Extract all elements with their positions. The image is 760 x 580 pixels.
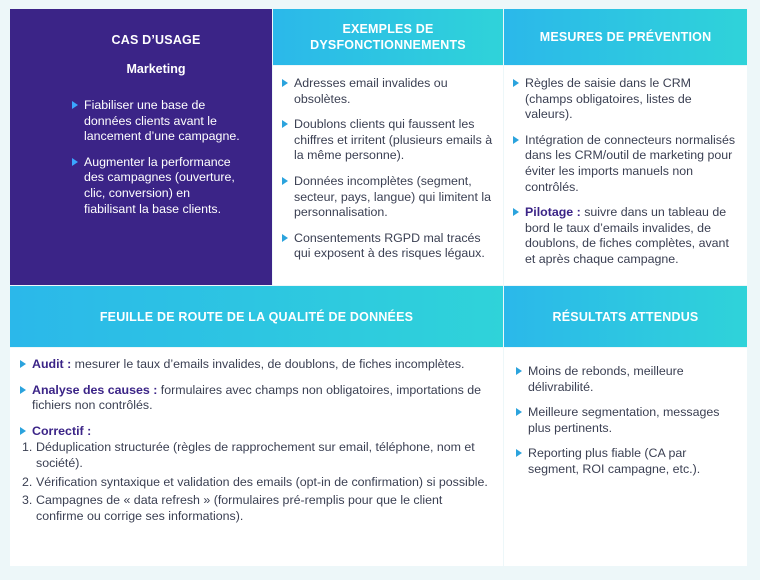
results-header <box>504 286 747 347</box>
examples-header-text: EXEMPLES DE DYSFONCTIONNEMENTS <box>310 22 466 52</box>
arrow-bullet-icon <box>282 120 288 128</box>
roadmap-body <box>10 348 503 566</box>
example-text: Doublons clients qui faussent les chiffres et irritent (plusieurs emails à la même personne). <box>294 117 493 163</box>
list-item <box>282 117 495 164</box>
arrow-bullet-icon <box>282 79 288 87</box>
arrow-bullet-icon <box>282 234 288 242</box>
list-item <box>282 231 495 262</box>
use-case-text: Fiabiliser une base de données clients avant le lancement d’une campagne. <box>84 98 240 144</box>
arrow-bullet-icon <box>282 177 288 185</box>
examples-body <box>273 66 503 285</box>
step-number: 2. <box>22 474 33 489</box>
pilotage-text: suivre dans un tableau de bord le taux d’emails invalides, de doublons, de fiches complètes, avant et après chaque campagne. <box>525 205 729 266</box>
data-quality-table <box>10 9 747 566</box>
use-case-subtitle: Marketing <box>126 62 186 76</box>
result-text: Reporting plus fiable (CA par segment, ROI campagne, etc.). <box>528 446 701 476</box>
examples-header <box>273 9 503 65</box>
list-item <box>20 424 493 525</box>
step-number: 1. <box>22 440 33 455</box>
list-item <box>282 76 495 107</box>
arrow-bullet-icon <box>20 360 26 368</box>
result-text: Moins de rebonds, meilleure délivrabilité. <box>528 364 684 394</box>
example-text: Données incomplètes (segment, secteur, pays, langue) qui limitent la personnalisation. <box>294 173 491 220</box>
results-list <box>516 364 735 478</box>
step-text: Vérification syntaxique et validation des emails (opt-in de confirmation) si possible. <box>36 474 488 489</box>
list-item <box>516 446 735 477</box>
prevention-header <box>504 9 747 65</box>
roadmap-header <box>10 286 503 347</box>
arrow-bullet-icon <box>516 408 522 416</box>
prevention-text: Règles de saisie dans le CRM (champs obligatoires, listes de valeurs). <box>525 76 692 122</box>
use-case-text: Augmenter la performance des campagnes (ouverture, clic, conversion) en fiabilisant la base clients. <box>84 154 235 216</box>
arrow-bullet-icon <box>72 101 78 109</box>
prevention-text: Intégration de connecteurs normalisés dans les CRM/outil de marketing pour éviter les imports manuels non contrôlés. <box>525 132 736 194</box>
result-text: Meilleure segmentation, messages plus pertinents. <box>528 405 720 435</box>
arrow-bullet-icon <box>516 449 522 457</box>
arrow-bullet-icon <box>20 427 26 435</box>
examples-list <box>282 76 495 262</box>
example-text: Adresses email invalides ou obsolètes. <box>294 76 448 106</box>
roadmap-header-text: FEUILLE DE ROUTE DE LA QUALITÉ DE DONNÉES <box>99 309 414 324</box>
list-item <box>282 174 495 221</box>
arrow-bullet-icon <box>513 136 519 144</box>
audit-label: Audit : <box>32 357 72 371</box>
arrow-bullet-icon <box>513 208 519 216</box>
prevention-body <box>504 66 747 285</box>
pilotage-label: Pilotage : <box>525 205 581 220</box>
use-case-list <box>72 98 242 217</box>
list-item <box>516 364 735 395</box>
prevention-list <box>513 76 739 268</box>
list-item <box>513 205 739 267</box>
use-case-panel <box>10 9 272 285</box>
analysis-text: formulaires avec champs non obligatoires, importations de fichiers non contrôlés. <box>32 382 482 413</box>
correctif-steps <box>22 440 493 524</box>
list-item <box>20 383 493 414</box>
prevention-header-text: MESURES DE PRÉVENTION <box>539 30 712 44</box>
results-header-text: RÉSULTATS ATTENDUS <box>552 309 699 324</box>
arrow-bullet-icon <box>72 158 78 166</box>
analysis-label: Analyse des causes : <box>32 382 158 397</box>
correctif-label: Correctif : <box>32 423 92 438</box>
list-item <box>20 357 493 373</box>
list-item <box>513 76 739 123</box>
arrow-bullet-icon <box>513 79 519 87</box>
results-body <box>504 348 747 566</box>
arrow-bullet-icon <box>20 386 26 394</box>
step-text: Campagnes de « data refresh » (formulaires pré-remplis pour que le client confirme ou corrige ses informations). <box>36 493 443 523</box>
step-item <box>22 440 493 471</box>
arrow-bullet-icon <box>516 367 522 375</box>
roadmap-list <box>20 357 493 524</box>
audit-text: mesurer le taux d’emails invalides, de doublons, de fiches incomplètes. <box>71 357 465 371</box>
example-text: Consentements RGPD mal tracés qui exposent à des risques légaux. <box>294 230 485 261</box>
step-item <box>22 493 493 524</box>
list-item <box>72 98 242 145</box>
step-text: Déduplication structurée (règles de rapprochement sur email, téléphone, nom et société). <box>36 440 475 470</box>
use-case-header: CAS D’USAGE <box>111 33 201 47</box>
list-item <box>72 155 242 217</box>
list-item <box>516 405 735 436</box>
list-item <box>513 133 739 195</box>
step-number: 3. <box>22 493 33 508</box>
step-item <box>22 475 493 491</box>
